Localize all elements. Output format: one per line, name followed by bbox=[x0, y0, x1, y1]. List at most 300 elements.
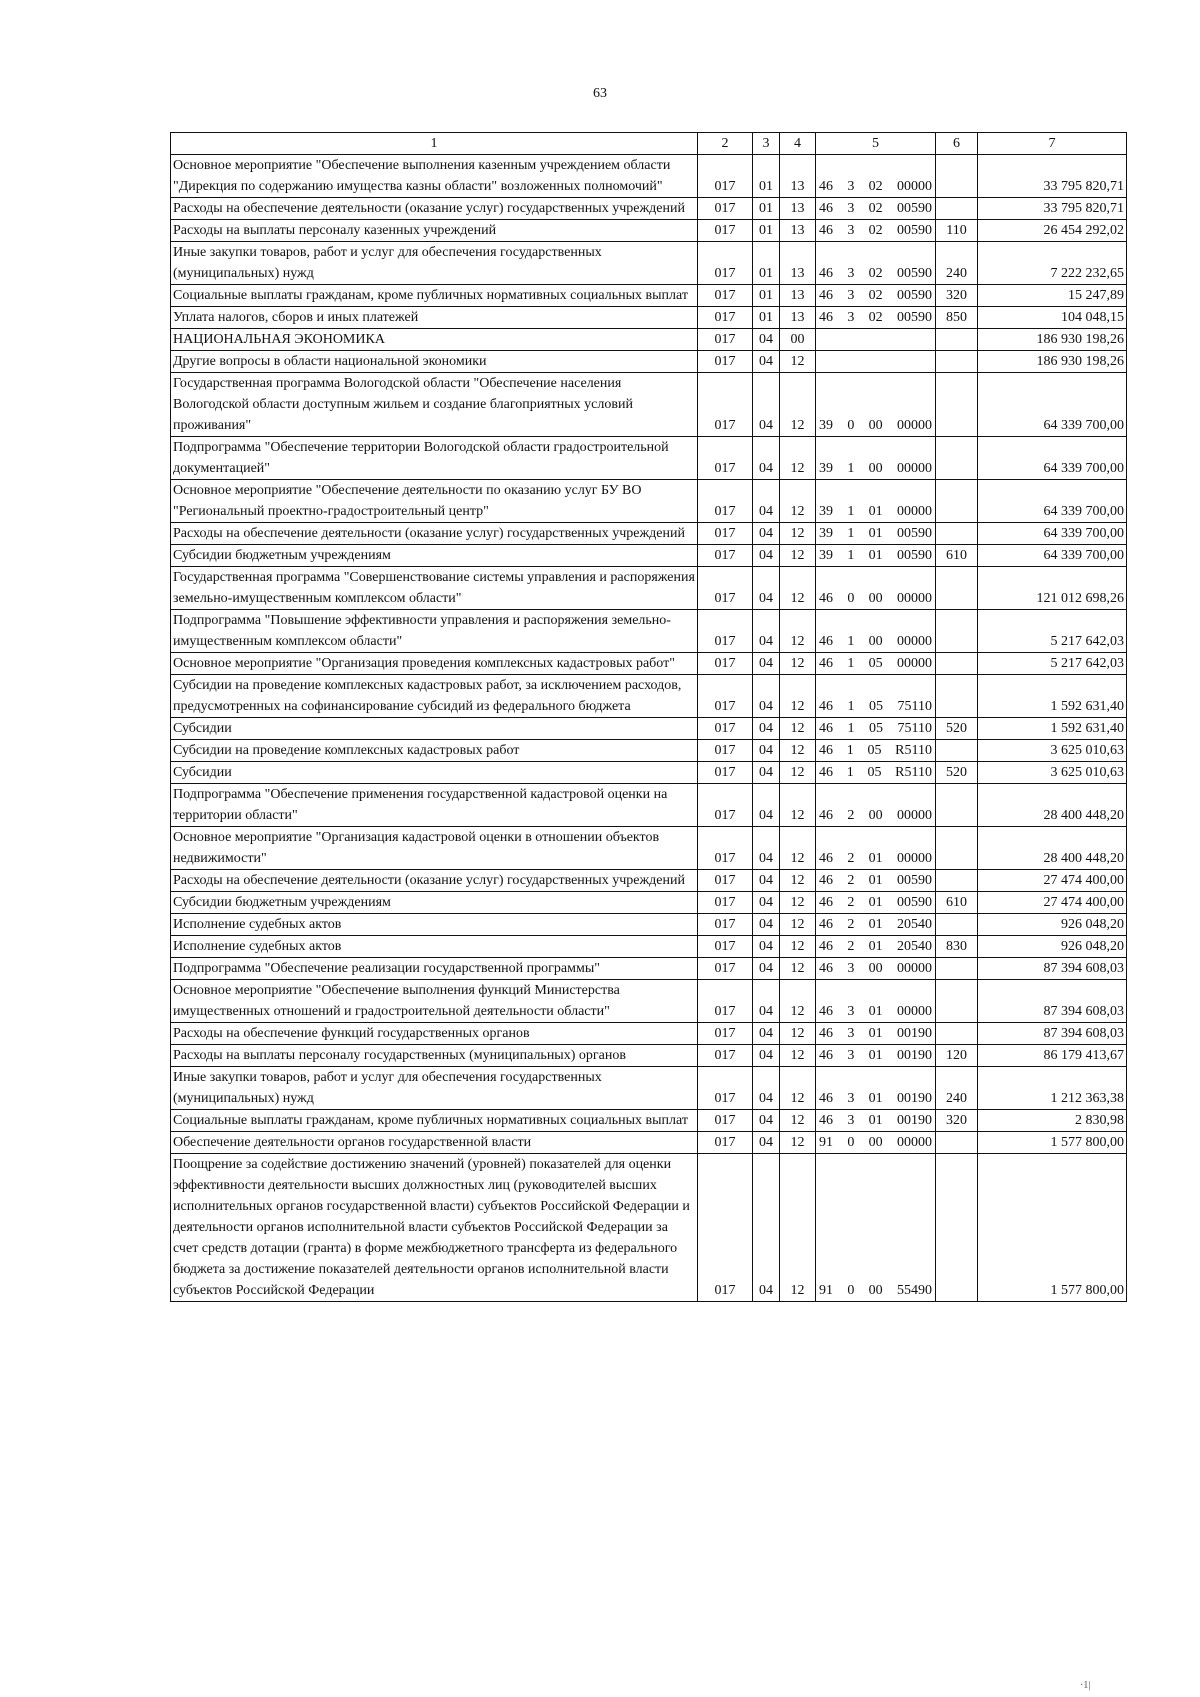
row-expense-type bbox=[936, 980, 978, 1023]
row-expense-type bbox=[936, 329, 978, 351]
row-name: Социальные выплаты гражданам, кроме публичных нормативных социальных выплат bbox=[171, 1110, 698, 1132]
row-name: Субсидии на проведение комплексных кадастровых работ bbox=[171, 740, 698, 762]
row-name: Субсидии на проведение комплексных кадастровых работ, за исключением расходов, предусмотренных на софинансирование субсидий из федерального бюджета bbox=[171, 675, 698, 718]
target-code-parts bbox=[817, 1088, 934, 1109]
target-code-part: 46 bbox=[819, 808, 833, 823]
row-admin-code: 017 bbox=[698, 545, 753, 567]
target-code-part: 05 bbox=[867, 765, 882, 780]
target-code-part: 2 bbox=[847, 917, 855, 932]
row-subsection: 12 bbox=[780, 1045, 816, 1067]
row-subsection: 12 bbox=[780, 936, 816, 958]
row-amount: 87 394 608,03 bbox=[978, 958, 1127, 980]
row-name: Государственная программа "Совершенствование системы управления и распоряжения земельно-имущественным комплексом области" bbox=[171, 567, 698, 610]
row-expense-type bbox=[936, 1154, 978, 1302]
target-code-part: 00 bbox=[868, 461, 883, 476]
row-expense-type bbox=[936, 675, 978, 718]
target-code-part: 01 bbox=[868, 504, 883, 519]
row-target-code bbox=[816, 155, 936, 198]
row-name: Иные закупки товаров, работ и услуг для обеспечения государственных (муниципальных) нужд bbox=[171, 1067, 698, 1110]
row-admin-code: 017 bbox=[698, 653, 753, 675]
row-name: Социальные выплаты гражданам, кроме публичных нормативных социальных выплат bbox=[171, 285, 698, 307]
row-target-code bbox=[816, 545, 936, 567]
row-expense-type: 520 bbox=[936, 762, 978, 784]
row-section: 04 bbox=[753, 892, 780, 914]
row-section: 04 bbox=[753, 827, 780, 870]
target-code-parts bbox=[817, 936, 934, 957]
target-code-part: 46 bbox=[819, 1091, 833, 1106]
row-section: 04 bbox=[753, 936, 780, 958]
row-amount: 28 400 448,20 bbox=[978, 827, 1127, 870]
row-admin-code: 017 bbox=[698, 437, 753, 480]
row-expense-type: 240 bbox=[936, 1067, 978, 1110]
row-admin-code: 017 bbox=[698, 1132, 753, 1154]
row-target-code bbox=[816, 1067, 936, 1110]
row-target-code bbox=[816, 827, 936, 870]
row-amount: 27 474 400,00 bbox=[978, 892, 1127, 914]
row-amount: 3 625 010,63 bbox=[978, 762, 1127, 784]
row-admin-code: 017 bbox=[698, 762, 753, 784]
target-code-parts bbox=[817, 1001, 934, 1022]
table-row bbox=[171, 545, 1127, 567]
target-code-part: R5110 bbox=[895, 743, 932, 758]
target-code-part: 00000 bbox=[896, 808, 932, 823]
target-code-part: 1 bbox=[846, 743, 854, 758]
target-code-part: 00000 bbox=[896, 461, 932, 476]
row-subsection: 12 bbox=[780, 567, 816, 610]
target-code-part: 46 bbox=[819, 917, 833, 932]
row-target-code bbox=[816, 351, 936, 373]
target-code-part: 01 bbox=[868, 1048, 883, 1063]
row-section: 04 bbox=[753, 373, 780, 437]
target-code-parts bbox=[817, 1280, 934, 1301]
row-amount: 27 474 400,00 bbox=[978, 870, 1127, 892]
table-row bbox=[171, 220, 1127, 242]
row-expense-type: 610 bbox=[936, 892, 978, 914]
row-name: Подпрограмма "Обеспечение реализации государственной программы" bbox=[171, 958, 698, 980]
target-code-part: 91 bbox=[819, 1135, 833, 1150]
target-code-part: 0 bbox=[847, 1283, 855, 1298]
row-expense-type bbox=[936, 827, 978, 870]
row-section: 04 bbox=[753, 1110, 780, 1132]
target-code-part: 00590 bbox=[896, 548, 932, 563]
target-code-part: 00000 bbox=[896, 1135, 932, 1150]
table-row bbox=[171, 1023, 1127, 1045]
header-col-5: 5 bbox=[816, 133, 936, 155]
row-amount: 3 625 010,63 bbox=[978, 740, 1127, 762]
table-row bbox=[171, 155, 1127, 198]
target-code-part: 3 bbox=[847, 201, 855, 216]
row-subsection: 13 bbox=[780, 198, 816, 220]
row-section: 04 bbox=[753, 653, 780, 675]
row-subsection: 12 bbox=[780, 827, 816, 870]
table-row bbox=[171, 936, 1127, 958]
target-code-part: 46 bbox=[819, 699, 833, 714]
row-name: Уплата налогов, сборов и иных платежей bbox=[171, 307, 698, 329]
row-admin-code: 017 bbox=[698, 892, 753, 914]
row-name: Субсидии bbox=[171, 718, 698, 740]
row-target-code bbox=[816, 1132, 936, 1154]
target-code-part: 46 bbox=[819, 1004, 833, 1019]
row-target-code bbox=[816, 653, 936, 675]
target-code-part: 01 bbox=[868, 1091, 883, 1106]
target-code-part: 02 bbox=[868, 223, 883, 238]
page-number: 63 bbox=[593, 86, 607, 101]
row-name: Расходы на выплаты персоналу государственных (муниципальных) органов bbox=[171, 1045, 698, 1067]
row-target-code bbox=[816, 762, 936, 784]
row-subsection: 13 bbox=[780, 285, 816, 307]
target-code-parts bbox=[817, 1045, 934, 1066]
row-expense-type: 320 bbox=[936, 1110, 978, 1132]
row-expense-type bbox=[936, 1023, 978, 1045]
target-code-part: 2 bbox=[847, 939, 855, 954]
target-code-part: 46 bbox=[819, 179, 833, 194]
target-code-part: 01 bbox=[868, 1113, 883, 1128]
target-code-part: 00 bbox=[868, 1135, 883, 1150]
row-expense-type: 110 bbox=[936, 220, 978, 242]
row-name: НАЦИОНАЛЬНАЯ ЭКОНОМИКА bbox=[171, 329, 698, 351]
row-target-code bbox=[816, 675, 936, 718]
target-code-part: 2 bbox=[847, 895, 855, 910]
row-target-code bbox=[816, 1023, 936, 1045]
row-expense-type bbox=[936, 567, 978, 610]
target-code-parts bbox=[817, 718, 934, 739]
row-amount: 64 339 700,00 bbox=[978, 523, 1127, 545]
target-code-part: 00590 bbox=[896, 223, 932, 238]
row-amount: 33 795 820,71 bbox=[978, 155, 1127, 198]
target-code-part: 01 bbox=[868, 939, 883, 954]
row-amount: 7 222 232,65 bbox=[978, 242, 1127, 285]
target-code-parts bbox=[817, 523, 934, 544]
target-code-part: 46 bbox=[819, 873, 833, 888]
row-admin-code: 017 bbox=[698, 1110, 753, 1132]
target-code-part: 3 bbox=[847, 1048, 855, 1063]
header-col-6: 6 bbox=[936, 133, 978, 155]
target-code-part: 46 bbox=[819, 266, 833, 281]
target-code-part: 3 bbox=[847, 223, 855, 238]
row-admin-code: 017 bbox=[698, 220, 753, 242]
table-row bbox=[171, 1067, 1127, 1110]
target-code-part: 00000 bbox=[896, 179, 932, 194]
target-code-part: 0 bbox=[847, 418, 855, 433]
target-code-part: 01 bbox=[868, 1026, 883, 1041]
header-col-2: 2 bbox=[698, 133, 753, 155]
row-amount: 1 212 363,38 bbox=[978, 1067, 1127, 1110]
row-target-code bbox=[816, 220, 936, 242]
table-row bbox=[171, 718, 1127, 740]
row-name: Другие вопросы в области национальной экономики bbox=[171, 351, 698, 373]
row-name: Субсидии bbox=[171, 762, 698, 784]
row-name: Основное мероприятие "Организация проведения комплексных кадастровых работ" bbox=[171, 653, 698, 675]
target-code-part: 46 bbox=[819, 634, 833, 649]
target-code-part: 46 bbox=[819, 1048, 833, 1063]
row-admin-code: 017 bbox=[698, 329, 753, 351]
target-code-part: 3 bbox=[847, 288, 855, 303]
budget-table bbox=[170, 132, 1127, 1302]
row-section: 04 bbox=[753, 1023, 780, 1045]
target-code-part: 1 bbox=[847, 504, 855, 519]
target-code-part: 46 bbox=[819, 765, 833, 780]
row-subsection: 12 bbox=[780, 784, 816, 827]
target-code-part: 2 bbox=[847, 851, 855, 866]
row-target-code bbox=[816, 1154, 936, 1302]
row-target-code bbox=[816, 198, 936, 220]
target-code-part: 01 bbox=[868, 548, 883, 563]
row-target-code bbox=[816, 784, 936, 827]
header-row bbox=[171, 133, 1127, 155]
target-code-part: 00590 bbox=[896, 201, 932, 216]
row-admin-code: 017 bbox=[698, 567, 753, 610]
target-code-part: 1 bbox=[847, 656, 855, 671]
row-admin-code: 017 bbox=[698, 523, 753, 545]
row-target-code bbox=[816, 936, 936, 958]
row-admin-code: 017 bbox=[698, 914, 753, 936]
row-subsection: 12 bbox=[780, 373, 816, 437]
target-code-part: 02 bbox=[868, 201, 883, 216]
row-admin-code: 017 bbox=[698, 155, 753, 198]
target-code-part: 46 bbox=[819, 895, 833, 910]
row-amount: 1 592 631,40 bbox=[978, 718, 1127, 740]
target-code-part: 00000 bbox=[896, 591, 932, 606]
row-expense-type bbox=[936, 653, 978, 675]
target-code-part: 00000 bbox=[896, 504, 932, 519]
row-target-code bbox=[816, 242, 936, 285]
row-amount: 64 339 700,00 bbox=[978, 437, 1127, 480]
row-name: Поощрение за содействие достижению значений (уровней) показателей для оценки эффективности деятельности высших должностных лиц (руководителей высших исполнительных органов государственной власти) субъектов Российской Федерации и деятельности органов исполнительной власти субъектов Российской Федерации за счет средств дотации (гранта) в форме межбюджетного трансферта из федерального бюджета за достижение показателей деятельности органов исполнительной власти субъектов Российской Федерации bbox=[171, 1154, 698, 1302]
row-target-code bbox=[816, 958, 936, 980]
row-section: 04 bbox=[753, 1132, 780, 1154]
row-subsection: 12 bbox=[780, 523, 816, 545]
target-code-part: 00590 bbox=[896, 288, 932, 303]
row-admin-code: 017 bbox=[698, 285, 753, 307]
target-code-part: 46 bbox=[819, 721, 833, 736]
row-name: Основное мероприятие "Обеспечение выполнения функций Министерства имущественных отношений и градостроительной деятельности области" bbox=[171, 980, 698, 1023]
row-amount: 926 048,20 bbox=[978, 914, 1127, 936]
row-subsection: 12 bbox=[780, 610, 816, 653]
header-col-4: 4 bbox=[780, 133, 816, 155]
row-section: 04 bbox=[753, 762, 780, 784]
row-section: 04 bbox=[753, 351, 780, 373]
row-admin-code: 017 bbox=[698, 740, 753, 762]
target-code-part: 00590 bbox=[896, 895, 932, 910]
row-amount: 1 577 800,00 bbox=[978, 1154, 1127, 1302]
target-code-part: 02 bbox=[868, 179, 883, 194]
row-amount: 1 592 631,40 bbox=[978, 675, 1127, 718]
row-name: Исполнение судебных актов bbox=[171, 914, 698, 936]
row-amount: 64 339 700,00 bbox=[978, 373, 1127, 437]
target-code-parts bbox=[817, 588, 934, 609]
target-code-parts bbox=[817, 848, 934, 869]
row-expense-type: 120 bbox=[936, 1045, 978, 1067]
target-code-part: 02 bbox=[868, 266, 883, 281]
target-code-part: 3 bbox=[847, 961, 855, 976]
row-section: 01 bbox=[753, 220, 780, 242]
row-subsection: 00 bbox=[780, 329, 816, 351]
table-row bbox=[171, 523, 1127, 545]
row-admin-code: 017 bbox=[698, 827, 753, 870]
target-code-part: 00000 bbox=[896, 656, 932, 671]
target-code-part: 1 bbox=[847, 699, 855, 714]
row-expense-type: 610 bbox=[936, 545, 978, 567]
header-col-1: 1 bbox=[171, 133, 698, 155]
table-row bbox=[171, 980, 1127, 1023]
row-expense-type: 320 bbox=[936, 285, 978, 307]
row-section: 04 bbox=[753, 980, 780, 1023]
row-amount: 2 830,98 bbox=[978, 1110, 1127, 1132]
row-admin-code: 017 bbox=[698, 958, 753, 980]
row-admin-code: 017 bbox=[698, 307, 753, 329]
target-code-parts bbox=[817, 1110, 934, 1131]
row-subsection: 13 bbox=[780, 155, 816, 198]
table-row bbox=[171, 870, 1127, 892]
row-section: 04 bbox=[753, 480, 780, 523]
row-section: 04 bbox=[753, 914, 780, 936]
target-code-parts bbox=[817, 263, 934, 284]
target-code-parts bbox=[817, 176, 934, 197]
target-code-part: 00000 bbox=[896, 851, 932, 866]
target-code-part: 46 bbox=[819, 288, 833, 303]
row-amount: 87 394 608,03 bbox=[978, 1023, 1127, 1045]
row-expense-type bbox=[936, 523, 978, 545]
table-row bbox=[171, 958, 1127, 980]
row-name: Субсидии бюджетным учреждениям bbox=[171, 892, 698, 914]
target-code-part: 00590 bbox=[896, 266, 932, 281]
row-section: 04 bbox=[753, 523, 780, 545]
row-admin-code: 017 bbox=[698, 1154, 753, 1302]
row-name: Основное мероприятие "Организация кадастровой оценки в отношении объектов недвижимости" bbox=[171, 827, 698, 870]
target-code-part: 3 bbox=[847, 1004, 855, 1019]
row-admin-code: 017 bbox=[698, 1045, 753, 1067]
target-code-parts bbox=[817, 914, 934, 935]
row-target-code bbox=[816, 610, 936, 653]
table-row bbox=[171, 740, 1127, 762]
target-code-part: 1 bbox=[847, 634, 855, 649]
target-code-parts bbox=[817, 740, 934, 761]
table-row bbox=[171, 784, 1127, 827]
target-code-part: 46 bbox=[819, 223, 833, 238]
target-code-parts bbox=[817, 415, 934, 436]
row-expense-type bbox=[936, 870, 978, 892]
row-target-code bbox=[816, 740, 936, 762]
header-col-7: 7 bbox=[978, 133, 1127, 155]
target-code-part: R5110 bbox=[895, 765, 932, 780]
target-code-part: 00 bbox=[868, 418, 883, 433]
row-name: Основное мероприятие "Обеспечение деятельности по оказанию услуг БУ ВО "Региональный проектно-градостроительный центр" bbox=[171, 480, 698, 523]
row-section: 01 bbox=[753, 198, 780, 220]
table-row bbox=[171, 307, 1127, 329]
target-code-parts bbox=[817, 762, 934, 783]
target-code-part: 00190 bbox=[896, 1048, 932, 1063]
target-code-part: 00 bbox=[868, 1283, 883, 1298]
target-code-part: 00000 bbox=[896, 961, 932, 976]
target-code-part: 01 bbox=[868, 851, 883, 866]
target-code-part: 00590 bbox=[896, 310, 932, 325]
row-section: 04 bbox=[753, 718, 780, 740]
row-expense-type bbox=[936, 1132, 978, 1154]
row-expense-type bbox=[936, 914, 978, 936]
target-code-part: 1 bbox=[847, 461, 855, 476]
target-code-part: 46 bbox=[819, 1113, 833, 1128]
row-amount: 926 048,20 bbox=[978, 936, 1127, 958]
table-row bbox=[171, 827, 1127, 870]
table-row bbox=[171, 480, 1127, 523]
row-expense-type bbox=[936, 373, 978, 437]
target-code-part: 39 bbox=[819, 418, 833, 433]
target-code-parts bbox=[817, 1023, 934, 1044]
row-target-code bbox=[816, 567, 936, 610]
target-code-part: 00 bbox=[868, 808, 883, 823]
target-code-parts bbox=[817, 631, 934, 652]
table-row bbox=[171, 762, 1127, 784]
row-expense-type bbox=[936, 610, 978, 653]
row-subsection: 12 bbox=[780, 1023, 816, 1045]
target-code-parts bbox=[817, 198, 934, 219]
target-code-part: 00000 bbox=[896, 634, 932, 649]
target-code-part: 0 bbox=[847, 1135, 855, 1150]
row-admin-code: 017 bbox=[698, 242, 753, 285]
row-expense-type bbox=[936, 155, 978, 198]
row-expense-type bbox=[936, 784, 978, 827]
target-code-part: 75110 bbox=[897, 721, 932, 736]
row-amount: 186 930 198,26 bbox=[978, 329, 1127, 351]
row-admin-code: 017 bbox=[698, 198, 753, 220]
target-code-parts bbox=[817, 545, 934, 566]
row-section: 04 bbox=[753, 784, 780, 827]
target-code-part: 01 bbox=[868, 1004, 883, 1019]
row-name: Подпрограмма "Обеспечение территории Вологодской области градостроительной документацией" bbox=[171, 437, 698, 480]
target-code-part: 55490 bbox=[896, 1283, 932, 1298]
target-code-part: 05 bbox=[868, 656, 883, 671]
table-row bbox=[171, 892, 1127, 914]
target-code-part: 01 bbox=[868, 917, 883, 932]
target-code-part: 46 bbox=[819, 1026, 833, 1041]
target-code-part: 2 bbox=[847, 873, 855, 888]
row-expense-type: 240 bbox=[936, 242, 978, 285]
row-target-code bbox=[816, 892, 936, 914]
target-code-part: 3 bbox=[847, 1026, 855, 1041]
row-subsection: 12 bbox=[780, 958, 816, 980]
target-code-part: 46 bbox=[819, 743, 833, 758]
corner-mark: ·1| bbox=[1080, 1680, 1091, 1691]
row-subsection: 12 bbox=[780, 980, 816, 1023]
row-name: Расходы на обеспечение деятельности (оказание услуг) государственных учреждений bbox=[171, 870, 698, 892]
table-row bbox=[171, 329, 1127, 351]
row-section: 04 bbox=[753, 1154, 780, 1302]
row-subsection: 13 bbox=[780, 220, 816, 242]
row-target-code bbox=[816, 1045, 936, 1067]
target-code-part: 3 bbox=[847, 1113, 855, 1128]
table-row bbox=[171, 1154, 1127, 1302]
target-code-parts bbox=[817, 285, 934, 306]
row-subsection: 12 bbox=[780, 653, 816, 675]
row-section: 04 bbox=[753, 610, 780, 653]
row-admin-code: 017 bbox=[698, 373, 753, 437]
row-subsection: 12 bbox=[780, 762, 816, 784]
row-amount: 86 179 413,67 bbox=[978, 1045, 1127, 1067]
row-name: Иные закупки товаров, работ и услуг для обеспечения государственных (муниципальных) нужд bbox=[171, 242, 698, 285]
row-amount: 64 339 700,00 bbox=[978, 480, 1127, 523]
row-admin-code: 017 bbox=[698, 480, 753, 523]
target-code-part: 00000 bbox=[896, 418, 932, 433]
row-target-code bbox=[816, 285, 936, 307]
target-code-part: 00 bbox=[868, 591, 883, 606]
row-subsection: 12 bbox=[780, 1132, 816, 1154]
row-subsection: 12 bbox=[780, 675, 816, 718]
row-section: 04 bbox=[753, 870, 780, 892]
row-subsection: 12 bbox=[780, 914, 816, 936]
row-name: Субсидии бюджетным учреждениям bbox=[171, 545, 698, 567]
row-subsection: 12 bbox=[780, 480, 816, 523]
row-expense-type bbox=[936, 958, 978, 980]
